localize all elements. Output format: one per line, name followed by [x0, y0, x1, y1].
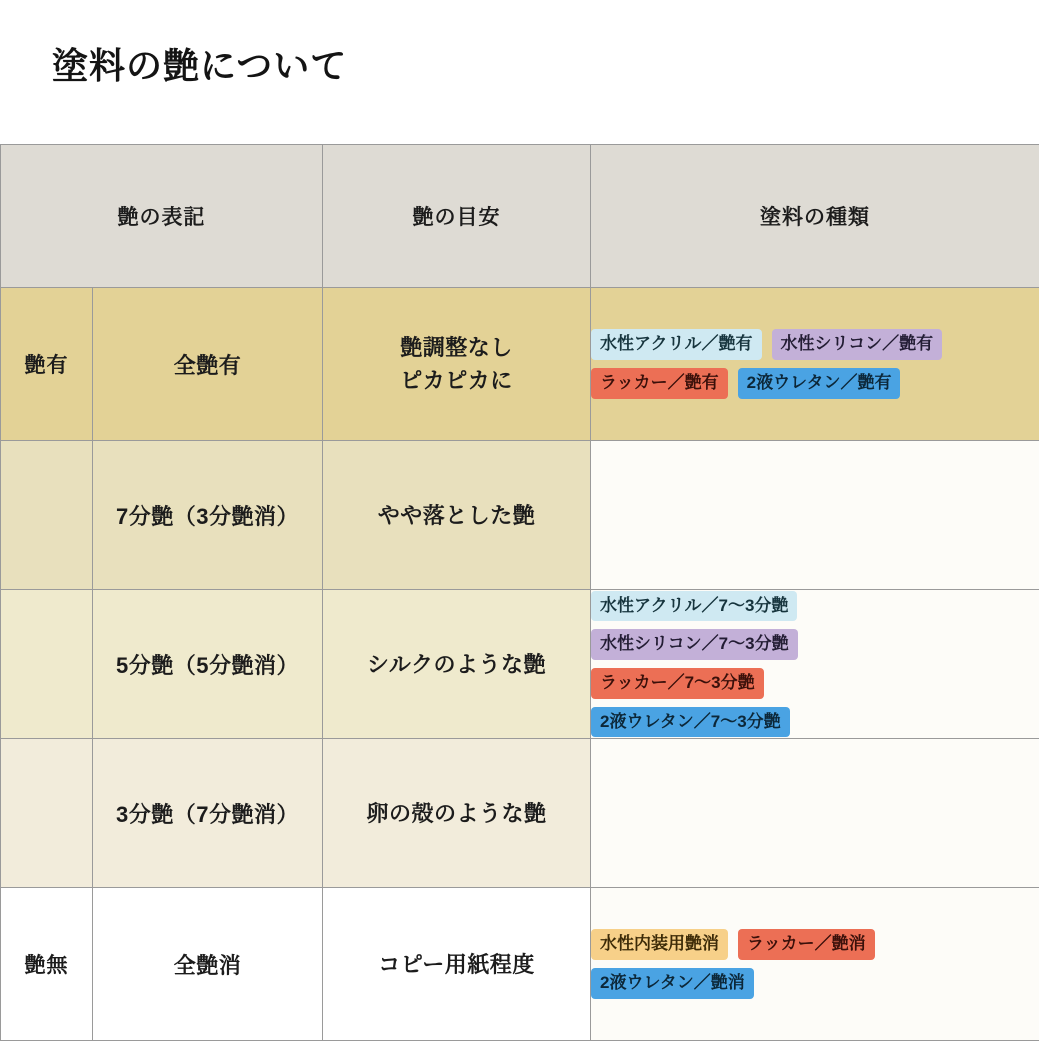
paint-chip: 水性アクリル／艶有 [591, 329, 762, 360]
column-header-types: 塗料の種類 [591, 145, 1039, 288]
paint-chip: 水性内装用艶消 [591, 929, 728, 960]
gloss-name-cell: 7分艶（3分艶消） [93, 441, 323, 590]
table-row [1, 739, 1039, 888]
paint-chip: ラッカー／艶有 [591, 368, 728, 399]
table-header-row [1, 145, 1039, 288]
gloss-mark-cell: 艶有 [1, 288, 93, 441]
paint-chip: 水性シリコン／艶有 [772, 329, 943, 360]
column-header-guide: 艶の目安 [323, 145, 591, 288]
table-row [1, 441, 1039, 590]
paint-chip-row [591, 929, 1039, 998]
gloss-table-container [0, 144, 1039, 1041]
paint-chip-row [591, 329, 1039, 398]
table-row [1, 288, 1039, 441]
paint-chip: 2液ウレタン／艶有 [738, 368, 901, 399]
paint-types-cell [591, 288, 1039, 441]
column-header-notation: 艶の表記 [1, 145, 323, 288]
gloss-name-cell: 全艶有 [93, 288, 323, 441]
paint-types-cell [591, 739, 1039, 888]
gloss-mark-cell [1, 590, 93, 739]
gloss-table [0, 144, 1039, 1041]
gloss-name-cell: 5分艶（5分艶消） [93, 590, 323, 739]
gloss-guide-cell: シルクのような艶 [323, 590, 591, 739]
table-row [1, 590, 1039, 739]
table-row [1, 888, 1039, 1041]
gloss-name-cell: 3分艶（7分艶消） [93, 739, 323, 888]
paint-types-cell [591, 590, 1039, 739]
gloss-guide-line2: ピカピカに [323, 364, 590, 397]
paint-chip-row [591, 591, 1039, 737]
gloss-guide-line1: 艶調整なし [323, 331, 590, 364]
gloss-mark-cell [1, 441, 93, 590]
gloss-guide-cell [323, 288, 591, 441]
gloss-guide-cell: やや落とした艶 [323, 441, 591, 590]
gloss-mark-cell: 艶無 [1, 888, 93, 1041]
paint-chip: ラッカー／艶消 [738, 929, 875, 960]
paint-types-cell [591, 441, 1039, 590]
paint-chip: 2液ウレタン／艶消 [591, 968, 754, 999]
paint-chip: 水性アクリル／7〜3分艶 [591, 591, 797, 622]
gloss-guide-cell: 卵の殻のような艶 [323, 739, 591, 888]
table-body [1, 288, 1039, 1041]
paint-types-cell [591, 888, 1039, 1041]
paint-chip: 水性シリコン／7〜3分艶 [591, 629, 798, 660]
table-header [1, 145, 1039, 288]
gloss-guide-cell: コピー用紙程度 [323, 888, 591, 1041]
paint-chip: 2液ウレタン／7〜3分艶 [591, 707, 790, 738]
gloss-mark-cell [1, 739, 93, 888]
gloss-name-cell: 全艶消 [93, 888, 323, 1041]
paint-chip: ラッカー／7〜3分艶 [591, 668, 764, 699]
page-title: 塗料の艶について [52, 38, 347, 89]
